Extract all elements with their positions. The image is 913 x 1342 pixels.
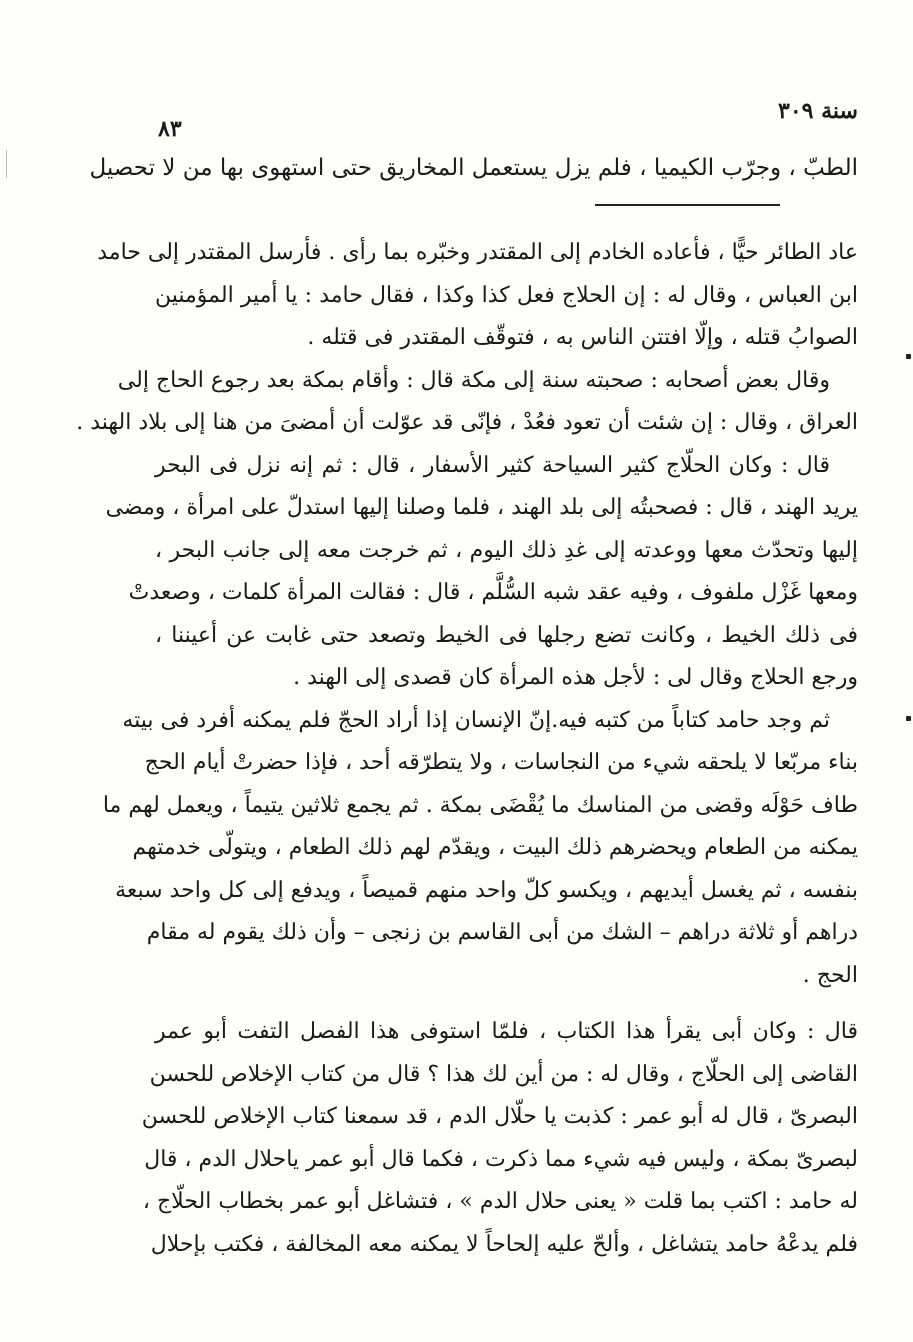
text-line: عاد الطائر حيًّا ، فأعاده الخادم إلى المقتدر وخبّره بما رأى . فأرسل المقتدر إلى حامد [97, 240, 858, 265]
text-line: فلم يدعْهُ حامد يتشاغل ، وألحّ عليه إلحاحاً لا يمكنه معه المخالفة ، فكتب بإحلال [150, 1231, 858, 1257]
main-text [76, 232, 858, 1266]
text-line: البصرىّ ، قال له أبو عمر : كذبت يا حلّال الدم ، قد سمعنا كتاب الإخلاص للحسن [141, 1104, 858, 1129]
text-line: العراق ، وقال : إن شئت أن تعود فعُدْ ، فإنّى قد عوّلت أن أمضىَ من هنا إلى بلاد الهند . [76, 410, 858, 435]
text-line: دراهم أو ثلاثة دراهم – الشك من أبى القاسم بن زنجى – وأن ذلك يقوم له مقام [146, 920, 858, 945]
margin-dot [906, 716, 911, 721]
text-line: قال : وكان أبى يقرأ هذا الكتاب ، فلمّا استوفى هذا الفصل التفت أبو عمر [155, 1019, 858, 1044]
text-line: بناء مربّعا لا يلحقه شيء من النجاسات ، ولا يتطرّقه أحد ، فإذا حضرتْ أيام الحج [144, 750, 858, 775]
text-line: له حامد : اكتب بما قلت « يعنى حلال الدم » ، فتشاغل أبو عمر بخطاب الحلّاج ، [142, 1189, 858, 1214]
text-line: لبصرىّ بمكة ، وليس فيه شيء مما ذكرت ، فكما قال أبو عمر ياحلال الدم ، قال [144, 1146, 858, 1172]
text-line: ابن العباس ، وقال له : إن الحلاج فعل كذا وكذا ، فقال حامد : يا أمير المؤمنين [155, 282, 858, 308]
text-line: القاضى إلى الحلّاج ، وقال له : من أين لك هذا ؟ قال من كتاب الإخلاص للحسن [149, 1061, 858, 1087]
text-line: الصوابُ قتله ، وإلّا افتتن الناس به ، فتوقّف المقتدر فى قتله . [307, 325, 858, 350]
text-line: يمكنه من الطعام ويحضرهم ذلك البيت ، ويقدّم لهم ذلك الطعام ، ويتولّى خدمتهم [132, 835, 858, 860]
text-line: إليها وتحدّث معها ووعدته إلى غدِ ذلك اليوم ، ثم خرجت معه إلى جانب البحر ، [155, 537, 858, 563]
scan-edge-mark [6, 150, 7, 178]
margin-dot [906, 354, 911, 359]
section-divider-rule [595, 204, 780, 206]
text-line: ثم وجد حامد كتاباً من كتبه فيه.إنّ الإنسان إذا أراد الحجّ فلم يمكنه أفرد فى بيته [122, 707, 830, 733]
text-line: بنفسه ، ثم يغسل أيديهم ، ويكسو كلّ واحد منهم قميصاً ، ويدفع إلى كل واحد سبعة [115, 877, 858, 903]
text-line: الحج . [802, 962, 858, 988]
text-line: وقال بعض أصحابه : صحبته سنة إلى مكة قال : وأقام بمكة بعد رجوع الحاج إلى [117, 367, 830, 393]
page-header [150, 98, 858, 142]
paragraph-gap [155, 997, 858, 1011]
page-number: ٨٣ [158, 116, 182, 142]
text-line: ومعها غَزْل ملفوف ، وفيه عقد شبه السُّلَّم ، قال : فقالت المرأة كلمات ، وصعدتْ [128, 580, 858, 605]
text-line: طاف حَوْلَه وقضى من المناسك ما يُقْضَى بمكة . ثم يجمع ثلاثين يتيماً ، ويعمل لهم ما [102, 792, 858, 818]
continued-line: الطبّ ، وجرّب الكيميا ، فلم يزل يستعمل المخاريق حتى استهوى بها من لا تحصيل [89, 155, 858, 181]
text-line: ورجع الحلاج وقال لى : لأجل هذه المرأة كان قصدى إلى الهند . [293, 665, 858, 690]
text-line: يريد الهند ، قال : فصحبتُه إلى بلد الهند ، فلما وصلنا إليها استدلّ على امرأة ، ومضى [105, 495, 858, 520]
running-head-year: سنة ٣٠٩ [778, 98, 858, 124]
text-line: فى ذلك الخيط ، وكانت تضع رجلها فى الخيط وتصعد حتى غابت عن أعيننا ، [155, 622, 858, 648]
text-line: قال : وكان الحلّاج كثير السياحة كثير الأسفار ، قال : ثم إنه نزل فى البحر [155, 452, 830, 478]
